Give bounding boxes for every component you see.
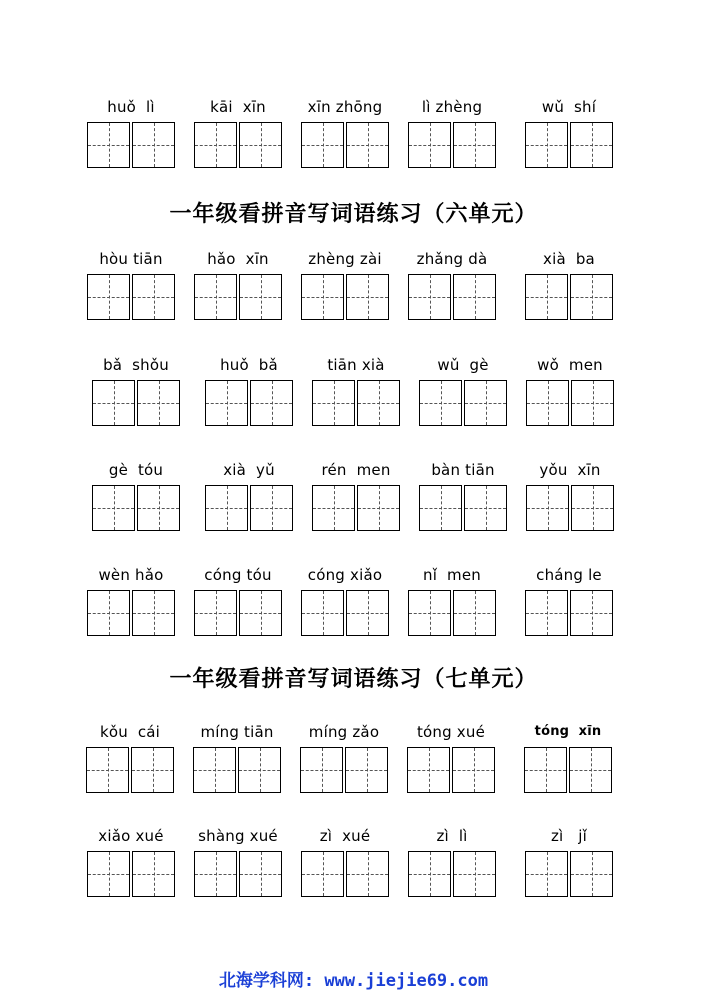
writing-grid[interactable]	[194, 590, 282, 636]
pinyin-label: cháng le	[536, 566, 602, 584]
writing-grid[interactable]	[525, 122, 613, 168]
pinyin-label: hòu tiān	[99, 250, 163, 268]
pinyin-label: hǎo xīn	[207, 250, 269, 268]
pinyin-label: bàn tiān	[431, 461, 495, 479]
writing-grid[interactable]	[408, 590, 496, 636]
pinyin-label: zì jǐ	[550, 827, 588, 845]
writing-grid[interactable]	[408, 851, 496, 897]
pinyin-label: zhèng zài	[308, 250, 382, 268]
pinyin-label: cóng xiǎo	[307, 566, 383, 584]
writing-grid[interactable]	[87, 122, 175, 168]
pinyin-label: wǔ gè	[437, 356, 489, 374]
pinyin-label: xiǎo xué	[98, 827, 164, 845]
pinyin-label: tóng xué	[416, 723, 486, 741]
pinyin-label: xià ba	[543, 250, 595, 268]
writing-grid[interactable]	[300, 747, 388, 793]
writing-grid[interactable]	[301, 122, 389, 168]
writing-grid[interactable]	[525, 851, 613, 897]
pinyin-label: wǔ shí	[541, 98, 597, 116]
writing-grid[interactable]	[193, 747, 281, 793]
pinyin-label: gè tóu	[108, 461, 164, 479]
footer-website[interactable]: 北海学科网: www.jiejie69.com	[218, 971, 489, 991]
writing-grid[interactable]	[419, 380, 507, 426]
writing-grid[interactable]	[407, 747, 495, 793]
pinyin-label: huǒ lì	[107, 98, 155, 116]
pinyin-label: zì lì	[436, 827, 468, 845]
writing-grid[interactable]	[408, 122, 496, 168]
writing-grid[interactable]	[87, 851, 175, 897]
pinyin-label: zhǎng dà	[416, 250, 488, 268]
pinyin-label: shàng xué	[198, 827, 278, 845]
pinyin-label: lì zhèng	[421, 98, 483, 116]
writing-grid[interactable]	[301, 274, 389, 320]
writing-grid[interactable]	[524, 747, 612, 793]
writing-grid[interactable]	[312, 380, 400, 426]
pinyin-label: kǒu cái	[99, 723, 161, 741]
pinyin-label: huǒ bǎ	[220, 356, 278, 374]
pinyin-label: yǒu xīn	[539, 461, 601, 479]
writing-grid[interactable]	[86, 747, 174, 793]
writing-grid[interactable]	[408, 274, 496, 320]
section-title: 一年级看拼音写词语练习（六单元）	[169, 201, 538, 227]
writing-grid[interactable]	[526, 485, 614, 531]
writing-grid[interactable]	[419, 485, 507, 531]
writing-grid[interactable]	[92, 380, 180, 426]
pinyin-label: rén men	[321, 461, 391, 479]
pinyin-label: nǐ men	[423, 566, 481, 584]
pinyin-label: zì xué	[319, 827, 371, 845]
writing-grid[interactable]	[92, 485, 180, 531]
writing-grid[interactable]	[312, 485, 400, 531]
writing-grid[interactable]	[87, 274, 175, 320]
writing-grid[interactable]	[205, 380, 293, 426]
writing-grid[interactable]	[526, 380, 614, 426]
section-title: 一年级看拼音写词语练习（七单元）	[169, 666, 538, 692]
pinyin-label: tiān xià	[327, 356, 385, 374]
writing-grid[interactable]	[525, 590, 613, 636]
writing-grid[interactable]	[205, 485, 293, 531]
pinyin-label: míng zǎo	[308, 723, 380, 741]
writing-grid[interactable]	[194, 122, 282, 168]
writing-grid[interactable]	[87, 590, 175, 636]
writing-grid[interactable]	[301, 851, 389, 897]
pinyin-label: míng tiān	[200, 723, 274, 741]
writing-grid[interactable]	[525, 274, 613, 320]
pinyin-label: tóng xīn	[534, 724, 602, 739]
pinyin-label: wèn hǎo	[98, 566, 164, 584]
pinyin-label: xīn zhōng	[307, 98, 383, 116]
writing-grid[interactable]	[194, 851, 282, 897]
pinyin-label: cóng tóu	[204, 566, 272, 584]
writing-grid[interactable]	[194, 274, 282, 320]
pinyin-label: kāi xīn	[210, 98, 266, 116]
pinyin-label: bǎ shǒu	[103, 356, 169, 374]
pinyin-label: wǒ men	[537, 356, 603, 374]
writing-grid[interactable]	[301, 590, 389, 636]
pinyin-label: xià yǔ	[223, 461, 275, 479]
